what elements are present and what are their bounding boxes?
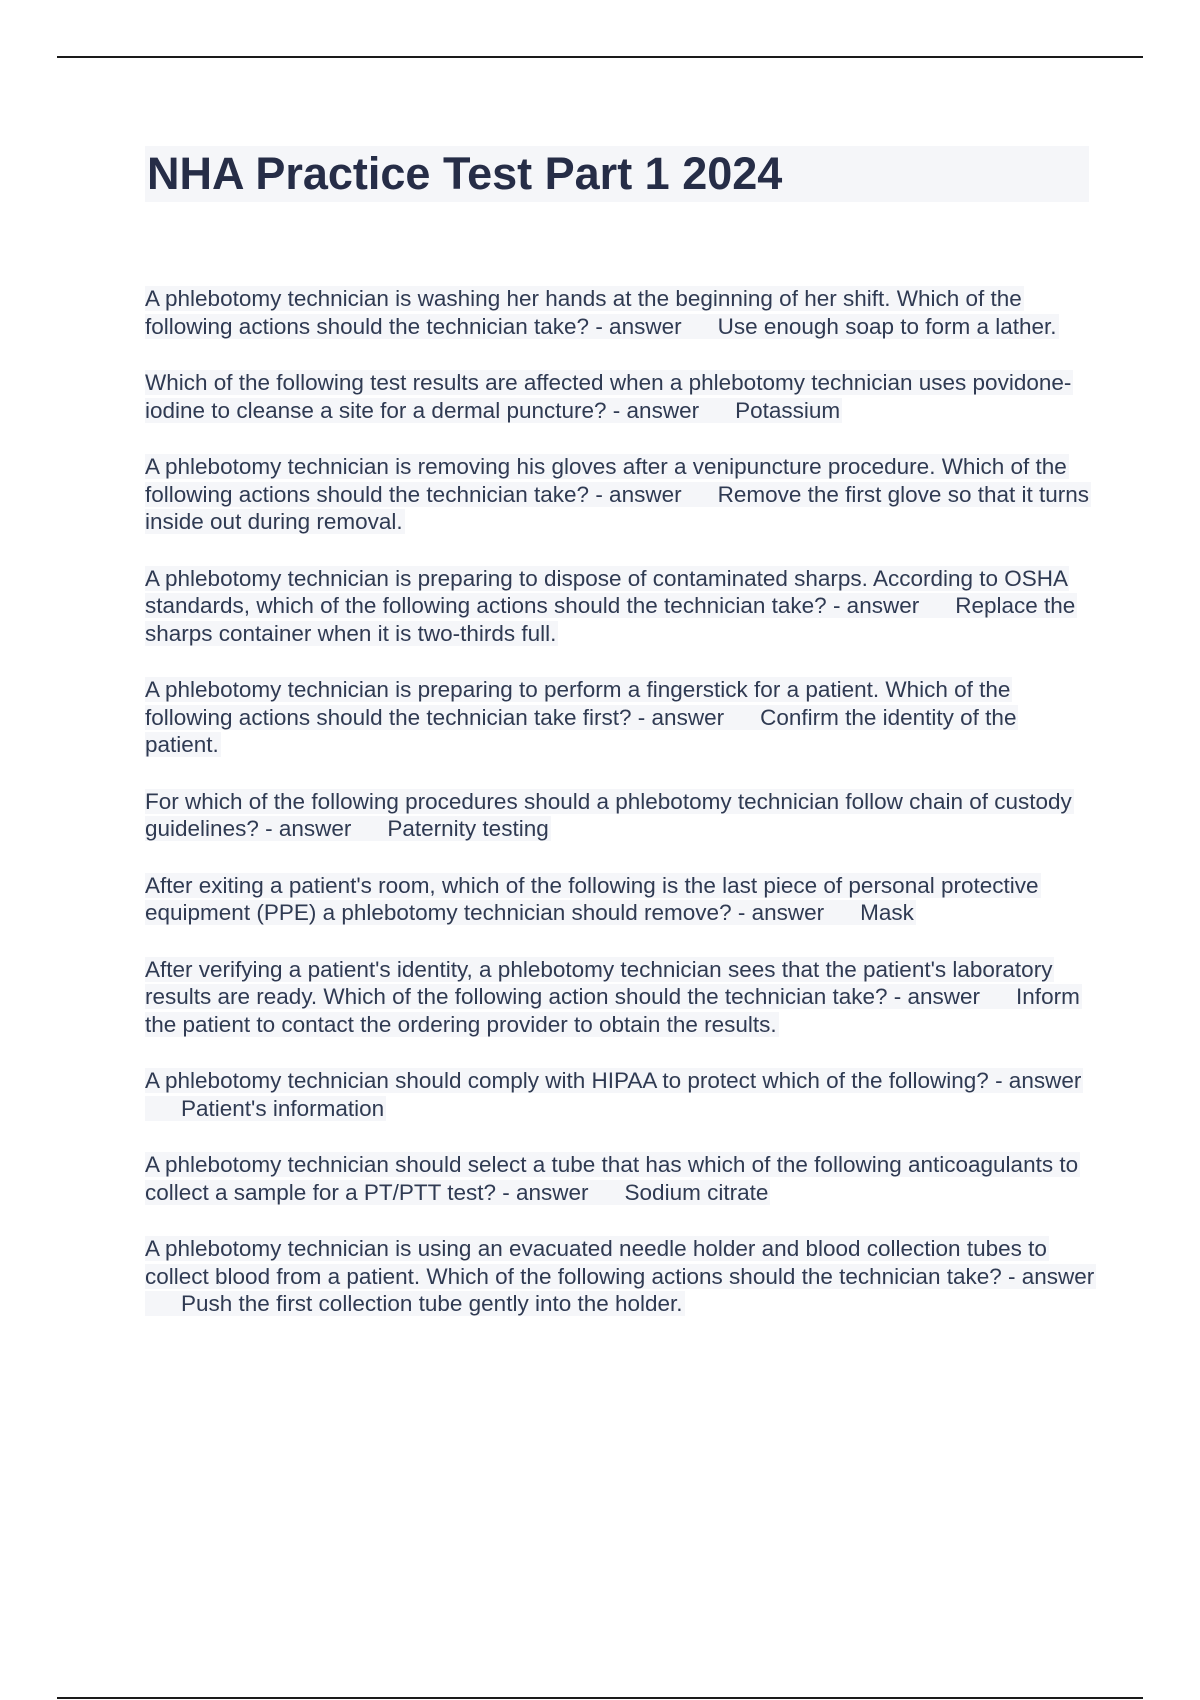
answer-separator: - answer — [612, 397, 700, 423]
answer-text: Replace the sharps container when it is two-thirds full. — [145, 593, 1076, 646]
answer-separator: - answer — [1008, 1263, 1095, 1289]
answer-separator: - answer — [265, 816, 352, 841]
qa-item — [145, 453, 1095, 536]
top-divider — [57, 56, 1143, 58]
answer-text: Patient's information — [181, 1095, 385, 1121]
question-text: A phlebotomy technician is washing her hands at the beginning of her shift. Which of the following actions should the technician take? — [145, 286, 1022, 339]
answer-separator: - answer — [637, 704, 725, 730]
qa-item — [145, 1235, 1095, 1318]
qa-item — [145, 1067, 1095, 1122]
answer-separator: - answer — [595, 313, 682, 339]
answer-text: Use enough soap to form a lather. — [717, 313, 1057, 339]
qa-item — [145, 788, 1095, 843]
answer-text: Remove the first glove so that it turns inside out during removal. — [145, 481, 1090, 534]
qa-item — [145, 565, 1095, 648]
qa-item — [145, 1151, 1095, 1206]
answer-separator: - answer — [595, 481, 682, 507]
answer-separator: - answer — [737, 900, 825, 925]
qa-item — [145, 872, 1095, 927]
qa-item — [145, 956, 1095, 1039]
question-text: A phlebotomy technician should select a tube that has which of the following anticoagulants to collect a sample for a PT/PTT test? — [145, 1152, 1079, 1205]
question-text: A phlebotomy technician should comply with HIPAA to protect which of the following? — [145, 1068, 989, 1093]
answer-separator: - answer — [832, 593, 920, 618]
answer-text: Potassium — [735, 397, 841, 423]
answer-separator: - answer — [502, 1179, 589, 1205]
question-text: A phlebotomy technician is using an evacuated needle holder and blood collection tubes to collect blood from a patient. Which of the following actions should the technician take? — [145, 1236, 1047, 1289]
qa-item — [145, 369, 1095, 424]
question-text: A phlebotomy technician is preparing to perform a fingerstick for a patient. Which of the following actions should the technician take first? — [145, 677, 1011, 730]
answer-text: Inform the patient to contact the ordering provider to obtain the results. — [145, 984, 1080, 1037]
question-text: For which of the following procedures should a phlebotomy technician follow chain of custody guidelines? — [145, 788, 1072, 841]
qa-item — [145, 285, 1095, 340]
answer-text: Push the first collection tube gently into the holder. — [181, 1291, 683, 1316]
question-text: After exiting a patient's room, which of the following is the last piece of personal protective equipment (PPE) a phlebotomy technician should remove? — [145, 872, 1039, 925]
qa-item — [145, 676, 1095, 759]
question-text: After verifying a patient's identity, a phlebotomy technician sees that the patient's laboratory results are ready. Which of the following action should the technician take? — [145, 956, 1053, 1009]
question-text: A phlebotomy technician is removing his gloves after a venipuncture procedure. Which of the following actions should the technician take? — [145, 454, 1067, 507]
qa-list — [145, 285, 1095, 1347]
answer-text: Paternity testing — [387, 816, 549, 841]
answer-separator: - answer — [995, 1068, 1082, 1093]
bottom-divider — [57, 1697, 1143, 1699]
question-text: A phlebotomy technician is preparing to dispose of contaminated sharps. According to OSHA standards, which of the following actions should the technician take? — [145, 565, 1067, 618]
answer-text: Mask — [860, 900, 914, 925]
page-title: NHA Practice Test Part 1 2024 — [147, 148, 783, 199]
question-text: Which of the following test results are affected when a phlebotomy technician uses povidone-iodine to cleanse a site for a dermal puncture? — [145, 370, 1072, 423]
answer-text: Sodium citrate — [624, 1179, 769, 1205]
answer-separator: - answer — [893, 984, 981, 1009]
answer-text: Confirm the identity of the patient. — [145, 704, 1017, 757]
